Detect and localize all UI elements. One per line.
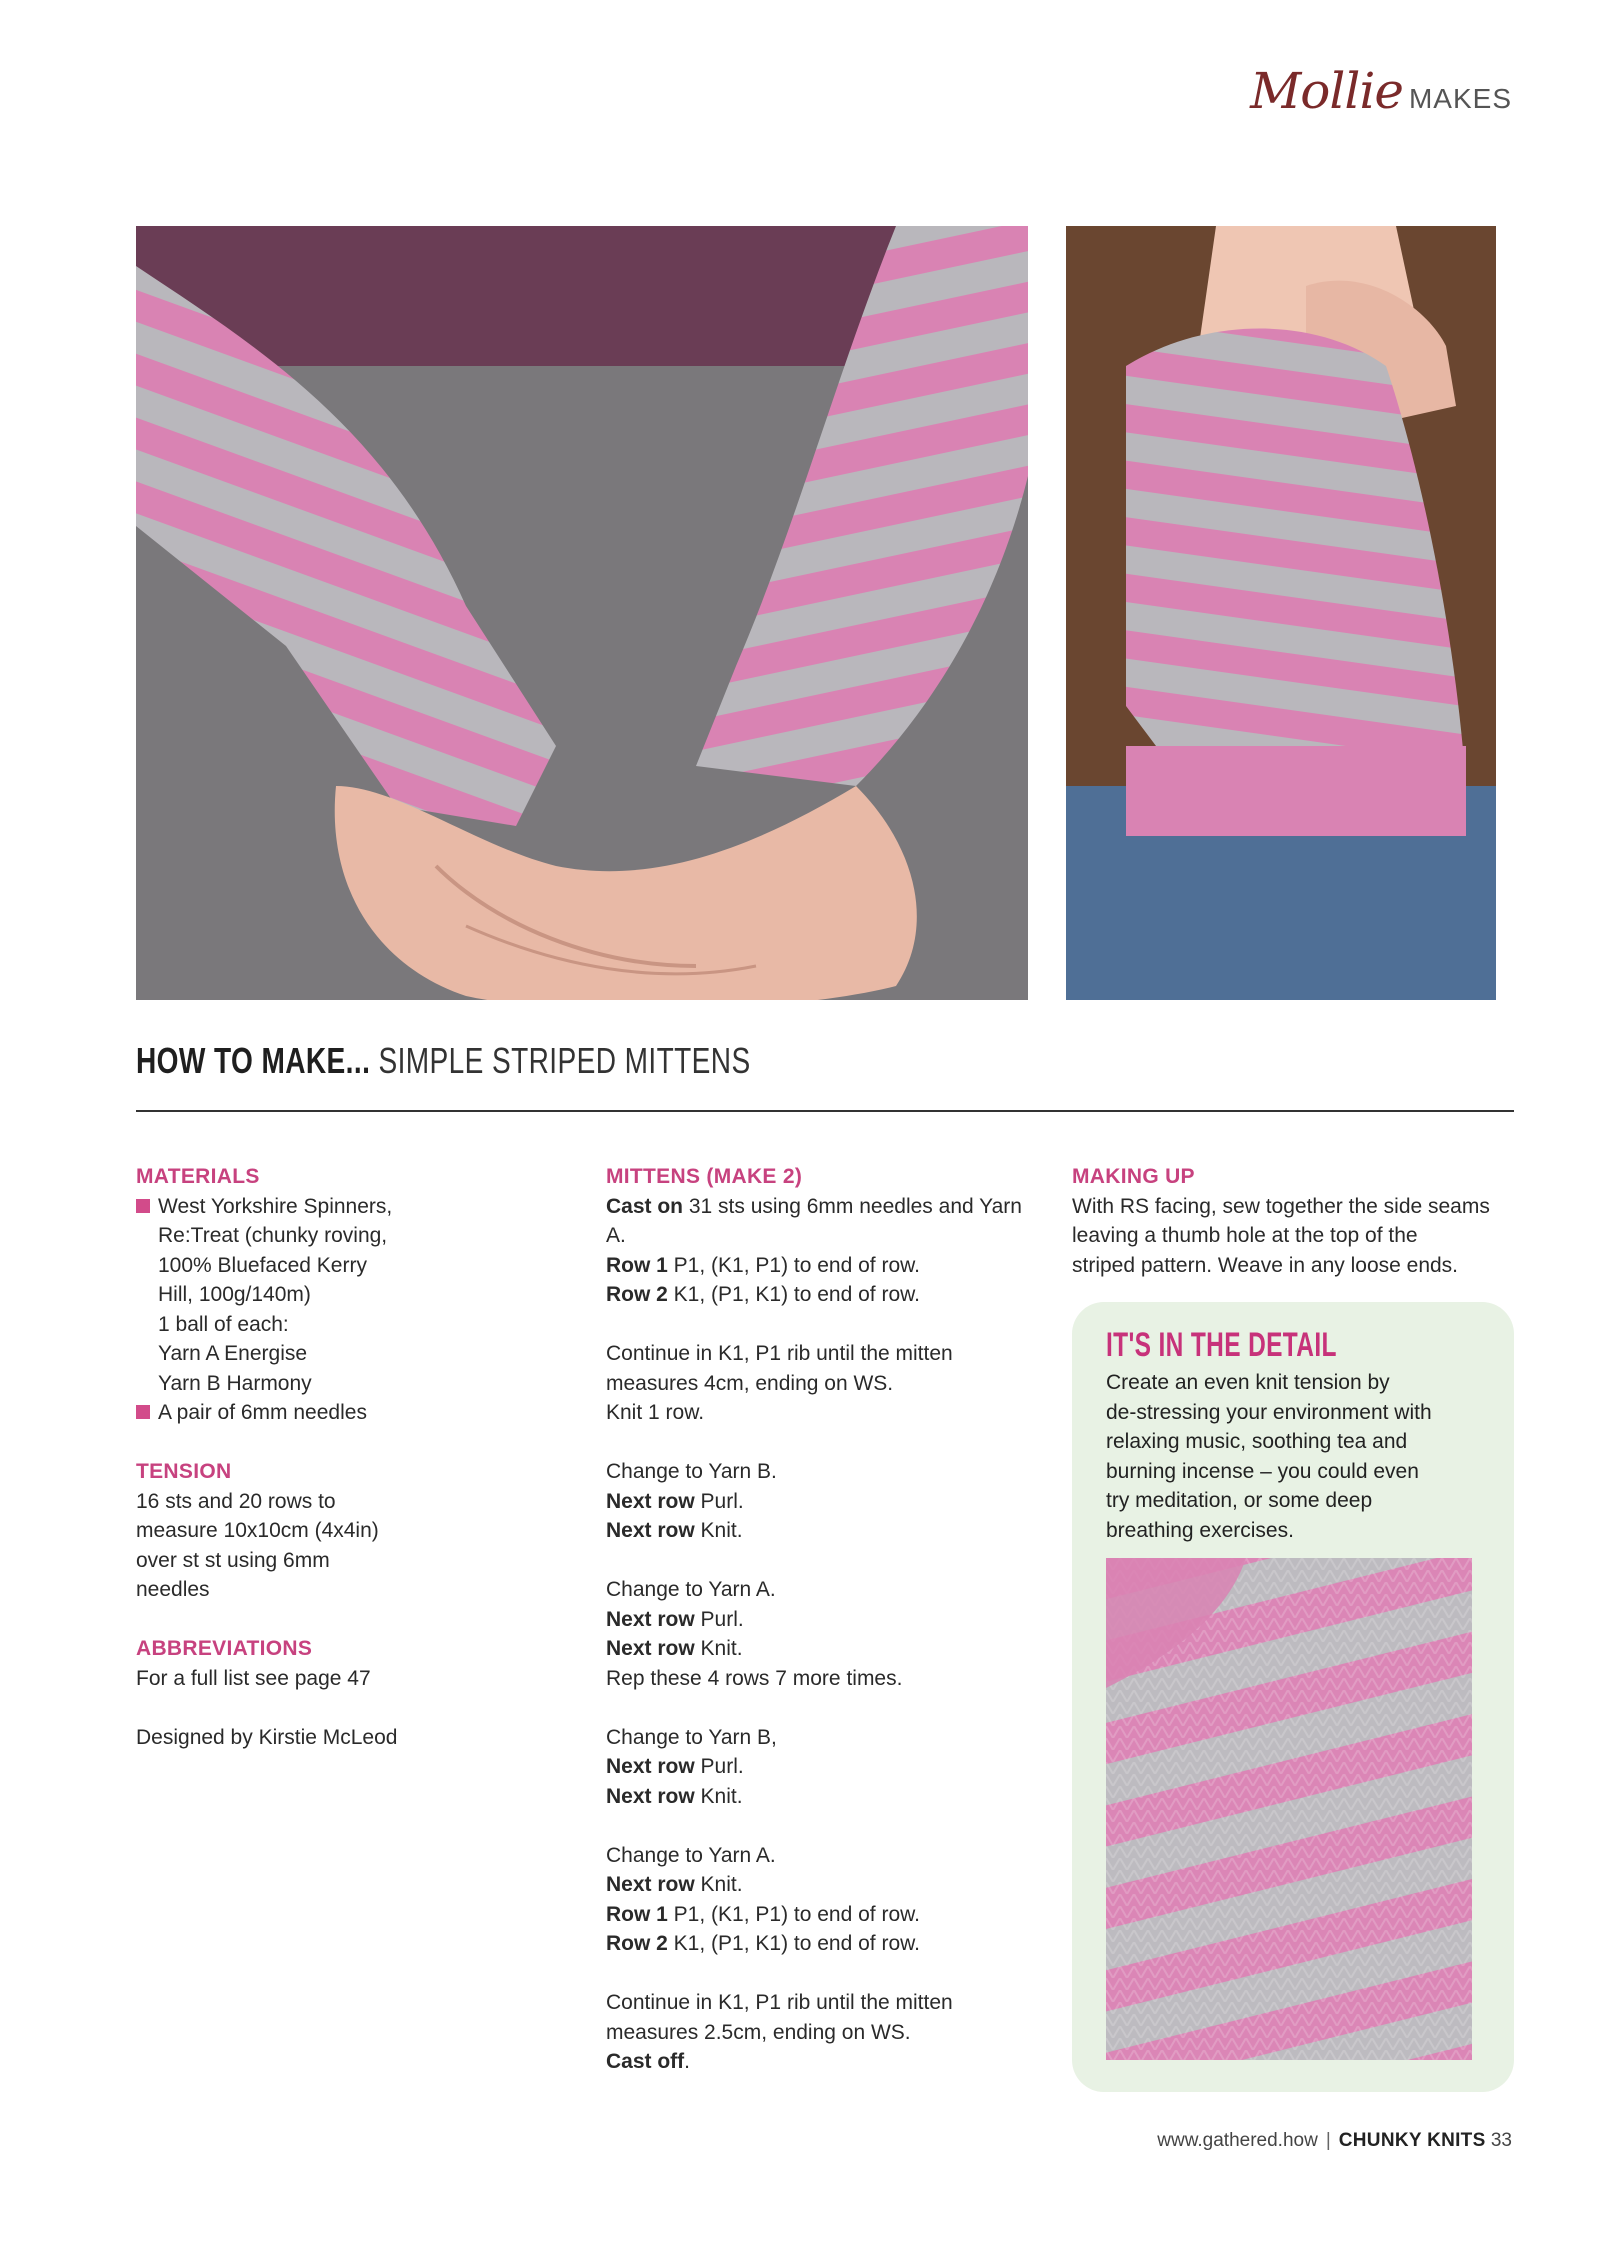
mittens-title: MITTENS (MAKE 2) (606, 1165, 803, 1188)
row1-text: P1, (K1, P1) to end of row. (667, 1253, 920, 1277)
detail-line: relaxing music, soothing tea and (1106, 1430, 1408, 1453)
making-up-title: MAKING UP (1072, 1165, 1195, 1188)
footer-url: www.gathered.how (1157, 2130, 1318, 2151)
row1-label: Row 1 (606, 1253, 668, 1277)
logo-caps: MAKES (1408, 83, 1512, 114)
main-photo (136, 226, 1028, 1000)
row2-line (606, 1929, 1046, 1959)
change-yarn-line: Change to Yarn B. (606, 1460, 777, 1483)
materials-line: Yarn A Energise (158, 1342, 308, 1365)
row2-text: K1, (P1, K1) to end of row. (667, 1932, 920, 1955)
detail-title: IT'S IN THE DETAIL (1106, 1326, 1337, 1364)
cast-off-label: Cast off (606, 2050, 685, 2073)
tension-title: TENSION (136, 1460, 232, 1483)
materials-item-needles-text: A pair of 6mm needles (158, 1401, 367, 1424)
cast-on-line (606, 1192, 1046, 1251)
next-row-text: Knit. (694, 1519, 743, 1542)
next-row-line (606, 1487, 1046, 1517)
materials-item-needles (136, 1398, 436, 1428)
change-yarn-line: Change to Yarn A. (606, 1578, 776, 1601)
tension-line: over st st using 6mm (136, 1548, 330, 1572)
row1-text: P1, (K1, P1) to end of row. (667, 1902, 920, 1926)
row2-label: Row 2 (606, 1932, 668, 1955)
cast-on-label: Cast on (606, 1194, 684, 1218)
materials-line: 100% Bluefaced Kerry (158, 1253, 367, 1277)
next-row-label: Next row (606, 1755, 695, 1778)
next-row-line (606, 1634, 1046, 1664)
page-heading (136, 1040, 751, 1082)
designer-credit: Designed by Kirstie McLeod (136, 1725, 398, 1749)
column-making-up (1072, 1162, 1516, 1280)
column-materials (136, 1162, 436, 1752)
next-row-label: Next row (606, 1784, 695, 1808)
materials-item-yarn (136, 1192, 436, 1222)
detail-line: try meditation, or some deep (1106, 1489, 1373, 1512)
detail-photo (1106, 1558, 1472, 2060)
making-up-line: With RS facing, sew together the side seams (1072, 1194, 1490, 1218)
abbreviations-title: ABBREVIATIONS (136, 1637, 313, 1660)
next-row-text: Purl. (694, 1607, 744, 1631)
column-mittens (606, 1162, 1046, 2077)
bullet-square-icon (136, 1199, 150, 1213)
next-row-label: Next row (606, 1607, 695, 1631)
next-row-text: Purl. (694, 1755, 744, 1778)
detail-line: burning incense – you could even (1106, 1459, 1419, 1483)
next-row-line (606, 1782, 1046, 1812)
making-up-line: leaving a thumb hole at the top of the (1072, 1224, 1418, 1247)
cast-off-end: . (684, 2050, 691, 2073)
materials-item-yarn-line: West Yorkshire Spinners, (158, 1194, 393, 1218)
materials-title: MATERIALS (136, 1165, 260, 1188)
page-footer (1157, 2130, 1512, 2152)
cast-off-line (606, 2047, 1046, 2077)
materials-line: Re:Treat (chunky roving, (158, 1224, 388, 1247)
detail-line: de-stressing your environment with (1106, 1400, 1432, 1424)
next-row-line (606, 1605, 1046, 1635)
row2-line (606, 1280, 1046, 1310)
heading-bold: HOW TO MAKE... (136, 1040, 371, 1081)
repeat-line: Rep these 4 rows 7 more times. (606, 1666, 903, 1690)
footer-separator: | (1325, 2130, 1331, 2151)
materials-line: Yarn B Harmony (158, 1371, 312, 1395)
heading-light: SIMPLE STRIPED MITTENS (370, 1040, 751, 1081)
tension-line: 16 sts and 20 rows to (136, 1489, 336, 1513)
rib-line: measures 4cm, ending on WS. (606, 1371, 894, 1395)
footer-magazine: CHUNKY KNITS (1338, 2130, 1486, 2151)
next-row-line (606, 1752, 1046, 1782)
row1-label: Row 1 (606, 1902, 668, 1926)
row1-line (606, 1900, 1046, 1930)
tension-line: needles (136, 1578, 210, 1601)
next-row-text: Knit. (694, 1784, 743, 1808)
bullet-square-icon (136, 1405, 150, 1419)
materials-line: 1 ball of each: (158, 1312, 289, 1336)
tension-line: measure 10x10cm (4x4in) (136, 1519, 379, 1542)
detail-text (1106, 1368, 1486, 1545)
next-row-text: Knit. (694, 1873, 743, 1896)
detail-line: Create an even knit tension by (1106, 1371, 1390, 1394)
row1-line (606, 1251, 1046, 1281)
side-photo (1066, 226, 1496, 1000)
row2-text: K1, (P1, K1) to end of row. (667, 1283, 920, 1306)
change-yarn-line: Change to Yarn B, (606, 1725, 777, 1749)
next-row-label: Next row (606, 1873, 695, 1896)
materials-line: Hill, 100g/140m) (158, 1283, 311, 1306)
logo-script: Mollie (1250, 62, 1403, 120)
heading-rule (136, 1110, 1514, 1112)
change-yarn-line: Change to Yarn A. (606, 1843, 776, 1867)
next-row-text: Knit. (694, 1637, 743, 1660)
detail-line: breathing exercises. (1106, 1518, 1294, 1542)
rib-line: measures 2.5cm, ending on WS. (606, 2020, 911, 2044)
abbreviations-text: For a full list see page 47 (136, 1666, 371, 1690)
next-row-label: Next row (606, 1637, 695, 1660)
cast-on-text: 31 sts using 6mm needles and Yarn A. (606, 1194, 1022, 1247)
page-number: 33 (1490, 2130, 1512, 2151)
making-up-line: striped pattern. Weave in any loose ends. (1072, 1253, 1459, 1277)
rib-line: Continue in K1, P1 rib until the mitten (606, 1342, 953, 1365)
next-row-label: Next row (606, 1519, 695, 1542)
rib-line: Continue in K1, P1 rib until the mitten (606, 1991, 953, 2014)
next-row-label: Next row (606, 1489, 695, 1513)
masthead-logo (1250, 62, 1512, 120)
next-row-line (606, 1516, 1046, 1546)
next-row-text: Purl. (694, 1489, 744, 1513)
next-row-line (606, 1870, 1046, 1900)
rib-line: Knit 1 row. (606, 1401, 705, 1424)
row2-label: Row 2 (606, 1283, 668, 1306)
